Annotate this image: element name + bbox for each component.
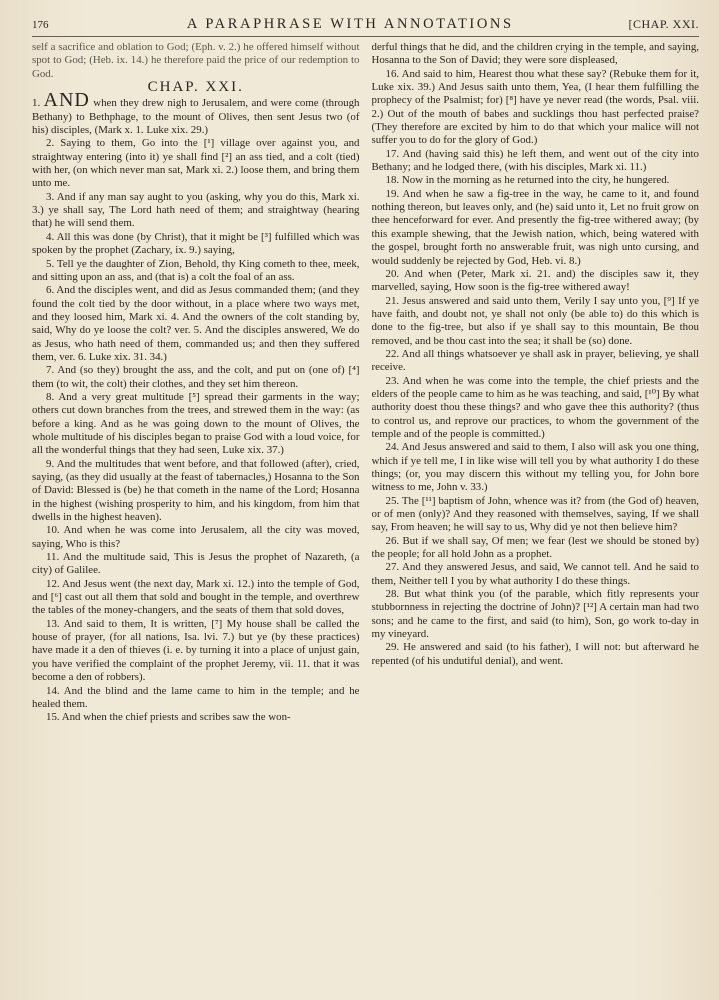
verse-1 [32,89,360,137]
verse: 28. But what think you (of the parable, which fitly represents your stubbornness in rejecting the doctrine of John)? [¹²] A certain man had two sons; and he came to the first, and said (to him), Son, go work to-day in my vineyard. [371,588,699,641]
verse: 5. Tell ye the daughter of Zion, Behold, thy King cometh to thee, meek, and sitting upon an ass, and (that is) a colt the foal of an ass. [32,257,360,283]
verse-continuation: derful things that he did, and the children crying in the temple, and saying, Hosanna to the Son of David; they were sore displeased, [371,41,699,67]
verse: 25. The [¹¹] baptism of John, whence was it? from (the God of) heaven, or of men (only)? And they reasoned with themselves, saying, If we shall say, From heaven; he will say to us, Why did ye not then believe him? [371,494,699,534]
chapter-reference: [CHAP. XXI. [628,17,699,31]
drop-cap-word: AND [43,89,90,112]
verse: 11. And the multitude said, This is Jesus the prophet of Nazareth, (a city) of Galilee. [32,551,360,577]
verse: 4. All this was done (by Christ), that it might be [³] fulfilled which was spoken by the prophet (Zachary, ix. 9.) saying, [32,230,360,257]
verse: 18. Now in the morning as he returned into the city, he hungered. [385,174,670,187]
verse: 16. And said to him, Hearest thou what these say? (Rebuke them for it, Luke xix. 39.) And Jesus saith unto them, Yea, (I hear them fulfilling the prophecy of the Psalmist; for) [⁸] have ye never read (the words, Psal. viii. 2.) Out of the mouth of babes and sucklings thou hast perfected praise? (They therefore are excited by him to do that which your malice will not suffer you to do for the glory of God.) [371,67,699,147]
running-header [32,16,699,37]
verse: 15. And when the chief priests and scribes saw the won- [46,711,291,724]
verse: 2. Saying to them, Go into the [¹] village over against you, and straightway entering (into it) ye shall find [²] an ass tied, and a colt (tied) with her, (on which never man sat, Mark xi. 2.) loose them, and bring them unto me. [32,137,360,190]
running-title: A PARAPHRASE WITH ANNOTATIONS [186,16,514,32]
verse: 13. And said to them, It is written, [⁷] My house shall be called the house of prayer, (for all nations, Isa. lvi. 7.) but ye (by these practices) have made it a den of thieves (i. e. by turning it into a place of unjust gain, you have verified the complaint of the prophet Jeremy, vii. 11. that it was become a den of robbers). [32,617,360,684]
verse: 9. And the multitudes that went before, and that followed (after), cried, saying, (as they did usually at the feast of tabernacles,) Hosanna to the Son of David: Blessed is (be) he that cometh in the name of the Lord; Hosanna in the highest (wishing prosperity to him, and his kingdom, from him that dwells in the highest heaven). [32,457,360,524]
verse: 10. And when he was come into Jerusalem, all the city was moved, saying, Who is this? [32,524,360,550]
verse: 8. And a very great multitude [⁵] spread their garments in the way; others cut down branches from the trees, and strewed them in the way: (as before a king. And as he was going down to the mount of Olives, the whole multitude of his disciples began to praise God with a loud voice, for all the wonderful things that they had seen, Luke xix. 37.) [32,390,360,457]
verse: 6. And the disciples went, and did as Jesus commanded them; (and they found the colt tied by the door without, in a place where two ways met, and they loosed him, Mark xi. 4. And the owners of the colt standing by, said, Why do ye loose the colt? ver. 5. And the disciples answered, We do as Jesus, who hath need of them, commanded us; and then they suffered them, ver. 6. Luke xix. 31. 34.) [32,284,360,363]
verse: 21. Jesus answered and said unto them, Verily I say unto you, [⁹] If ye have faith, and doubt not, ye shall not only (be able to) do this which is done to the fig-tree, but also if ye shall say to this mountain, Be thou removed, and be thou cast into the sea; it shall be (so) done. [371,294,699,347]
right-column [372,41,700,725]
verse: 12. And Jesus went (the next day, Mark xi. 12.) into the temple of God, and [⁶] cast out all them that sold and bought in the temple, and overthrew the tables of the money-changers, and the seats of them that sold doves, [32,577,360,617]
previous-chapter-ending: self a sacrifice and oblation to God; (Eph. v. 2.) he offered himself without spot to God; (Heb. ix. 14.) he therefore paid the price of our redemption to God. [32,41,360,80]
chapter-title: CHAP. XXI. [147,79,244,96]
verse: 27. And they answered Jesus, and said, We cannot tell. And he said to them, Neither tell I you by what authority I do these things. [371,561,699,587]
verse: 24. And Jesus answered and said to them, I also will ask you one thing, which if ye tell me, I in like wise will tell you by what authority I do these things; (or, you may discern this without my telling you, for John bore witness to me, John v. 33.) [371,441,699,494]
left-column [32,41,360,725]
verse: 14. And the blind and the lame came to him in the temple; and he healed them. [32,684,360,710]
verse-1-text: when they drew nigh to Jerusalem, and were come (through Bethany) to Bethphage, to the mount of Olives, then sent Jesus two (of his) disciples, (Mark x. 1. Luke xix. 29.) [32,97,360,137]
verse: 7. And (so they) brought the ass, and the colt, and put on (one of) [⁴] them (to wit, the colt) their clothes, and they set him thereon. [32,364,360,390]
verse: 29. He answered and said (to his father), I will not: but afterward he repented (of his undutiful denial), and went. [371,641,699,667]
verse: 3. And if any man say aught to you (asking, why you do this, Mark xi. 3.) ye shall say, The Lord hath need of them; and straightway (hearing that) he will send them. [32,190,360,230]
verse: 20. And when (Peter, Mark xi. 21. and) the disciples saw it, they marvelled, saying, How soon is the fig-tree withered away! [371,267,699,294]
text-columns [32,41,699,725]
verse-1-number: 1. [32,97,41,110]
verse: 22. And all things whatsoever ye shall ask in prayer, believing, ye shall receive. [371,347,699,374]
verse: 23. And when he was come into the temple, the chief priests and the elders of the people came to him as he was teaching, and said, [¹⁰] By what authority doest thou these things? and who gave thee this authority? (thus to control us, and reprove our practices, to whom the government of the temple and of the people is committed.) [371,374,699,440]
page-number: 176 [32,19,49,31]
verse: 19. And when he saw a fig-tree in the way, he came to it, and found nothing thereon, but leaves only, and (he) said unto it, Let no fruit grow on thee henceforward for ever. And presently the fig-tree withered away; (by this example shewing, that the Jewish nation, which, being watered with the gospel, brought forth no answerable fruit, was nigh unto cursing, and would suddenly be rejected by God, Heb. vi. 8.) [371,187,699,267]
verse: 26. But if we shall say, Of men; we fear (lest we should be stoned by) the people; for all hold John as a prophet. [371,534,699,561]
verse: 17. And (having said this) he left them, and went out of the city into Bethany; and he lodged there, (with his disciples, Mark xi. 11.) [371,147,699,174]
